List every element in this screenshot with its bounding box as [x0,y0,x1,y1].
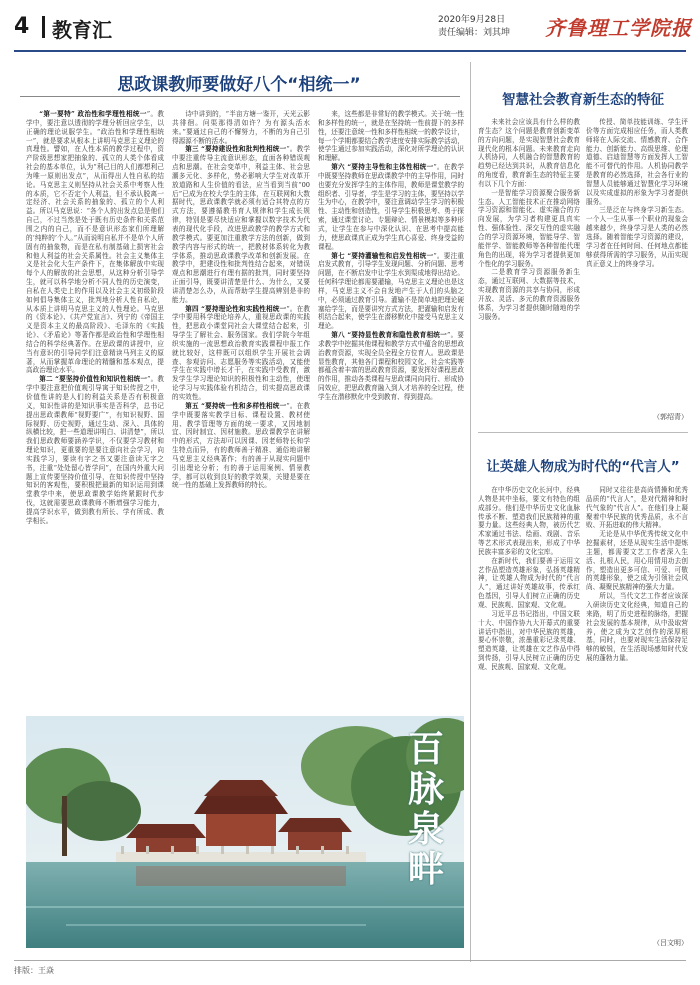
header-meta [438,14,510,40]
article1-column-2: 诗中讲到的，“半亩方塘一鉴开，天光云影共徘徊。问渠那得清如许？为有源头活水来。”要通过自己的不懈努力，不断的为自己引得源源不断的活水。 第三 “要持建设性和批判性相统一”。教学中要注重传导主流意识形态，直面各种错误观点和思潮。在社会变革中，利益主体、社会思潮多元化、多样化，势必影响大学生对改革开放道路和人生价值的看法，应当看到当前“00后”已成为在校大学生的主体，在互联网和大数据时代，思政课教学就必须有适合其特点的方式方法，要遵循教书育人规律和学生成长规律，特别是要尽快适应和掌握以数字技术为代表的现代化手段，改进思政教学的教学方式和教学模式。要更加注重教学方法的创新，做到教学内容与形式的统一，把教材体系转化为教学体系，推动思政课教学改革和创新发展。在教学中，把建设性和批判性结合起来，对错误观点和思潮进行有理有据的批判，同时要坚持正面引导，既要讲清楚是什么、为什么，又要讲清楚怎么办，从而帮助学生提高辨别是非的能力。 第四 “要持理论性和实践性相统一”。在教学中要用科学理论培养人，重视思政课的实践性，把思政小课堂同社会大课堂结合起来，引导学生了解社会、服务国家。我们学院今年组织实施的一流思想政治教育实践课程申报工作就比较好，这样既可以组织学生开展社会调查、参观访问、志愿服务等实践活动，又能使学生在实践中增长才干，在实践中受教育，激发学生学习理论知识的积极性和主动性，使理论学习与实践体验有机结合，切实提高思政课的实效性。 第五 “要持统一性和多样性相统一”。在教学中既要落实教学目标、课程设置、教材使用、教学管理等方面的统一要求，又因地制宜、因时制宜、因材施教。思政课教学在讲解中的形式，方法却可以因课、因老师特长和学生特点而异，有的教师善于精准、通俗地讲解马克思主义经典著作；有的善于从现实问题中引出理论分析；有的善于运用案例、情景教学，都可以收到良好的教学效果，关键是要在统一性的基础上发挥教师的特长。 [172,110,310,490]
column-divider [470,62,471,962]
page-header [0,0,700,62]
article2-column-1: 未来社会应该具有什么样的教育生态？这个问题是教育创新变革的方向问题，是实现智慧社会教育现代化的根本问题。未来教育走向人机协同，人机融合的智慧教育的趋势已经达到共识，从教育信息化的角度看，教育新生态的特征主要有以下几个方面： 一是智能学习资源聚合服务新生态。人工智能技术正在推动网络学习资源和智能化、虚实融合的方向发展，为学习者构建更具真实性、强体验性、深交互性的虚实融合的学习资源环境，智能导学、智能伴学、智能教师等各种智能代理角色的出现，将为学习者提供更加个性化的学习服务。 二是教育学习资源服务新生态，通过互联网、大数据等技术，实现教育资源的共享与协同，形成开放、灵活、多元的教育资源服务体系，为学习者提供随时随地的学习服务。 [478,118,580,321]
article1-column-3: 来，这些都是非常好的教学模式。关于统一性和多样性的统一，就是在坚持统一性前提下的多样性，还要注意统一性和多样性相统一的教学设计，每一个学期都要结合教学进度安排实际教学活动，使学生通过参加实践活动，深化对所学理论的认识和理解。 第六 “要持主导性和主体性相统一”。在教学中既要坚持教师在思政课教学中的主导作用，同时也要充分发挥学生的主体作用，教师是课堂教学的组织者、引导者，学生是学习的主体，要坚持以学生为中心，在教学中，要注意调动学生学习的积极性、主动性和创造性，引导学生积极思考、勇于探索，通过课堂讨论、专题辩论、情景模拟等多种形式，让学生在参与中深化认识、在思考中提高能力，使思政课真正成为学生真心喜爱、终身受益的课程。 第七 “要持灌输性和启发性相统一”。要注重启发式教育，引导学生发现问题、分析问题、思考问题，在不断启发中让学生水到渠成地得出结论。任何科学理论都需要灌输，马克思主义理论也是这样，马克思主义不会自发地产生于人们的头脑之中，必须通过教育引导。灌输不是简单地把理论硬塞给学生，而是要讲究方式方法，把灌输和启发有机结合起来，使学生在潜移默化中接受马克思主义理论。 第八 “要持显性教育和隐性教育相统一”。要求教学中挖掘其他课程和教学方式中蕴含的思想政治教育资源，实现全员全程全方位育人。思政课是显性教育，其他各门课程和校园文化、社会实践等都蕴含着丰富的思政教育资源，要发挥好课程思政的作用，推动各类课程与思政课同向同行、形成协同效应，把思政教育融入到人才培养的全过程，使学生在潜移默化中受到教育、得到提高。 [318,110,464,401]
page-number: 4 [14,14,30,39]
article-title-heroes: 让英雄人物成为时代的“代言人” [486,459,680,475]
article2-column-2: 传授、简单技能训练、学生评价等方面完成相应任务，而人类教师将在人际交流、情感教育、合作能力、创新能力、高级思维、伦理道德、启迪智慧等方面发挥人工智能不可替代的作用。人机协同教学是教育的必然选择，社会各行业的智慧人员能够通过智慧化学习环境以及实成虚拟的形象为学习者提供服务。 三是泛在与终身学习新生态。一个人一生从事一个职业的现象会越来越少，终身学习是人类的必然选择。随着智能学习资源的建设，学习者在任何时间、任何地点都能够获得所需的学习服务，从而实现真正意义上的终身学习。 [586,118,688,268]
photo-caption-vertical: 百脉泉畔 [407,729,444,890]
article3-author: （吕文明） [653,939,688,947]
article-divider [478,432,688,433]
section-title: 教育汇 [52,18,112,42]
editor-credit: 责任编辑：刘其坤 [438,28,511,38]
title-underline [20,96,460,97]
layout-credit: 排版：王焱 [14,966,54,975]
article1-column-1: “第一要特” 政治性和学理性相统一”。教学中，要注意以透彻的学理分析回应学生，以正确的理论说服学生。“政治性和学理性相统一”，就是要求从根本上讲明马克思主义理论的真理性。譬如，在人性本质的教学过程中，资产阶级思想家把抽象的、孤立的人类个体看成社会的基本单位，认为“利己目的人们都想利己为唯一原则出发点”，从而得出人性自私的结论。马克思主义则坚持从社会关系中考察人性的本质，它不否定个人利益，但不承认脱离一定经济、社会关系的抽象的、孤立的个人利益。所以马克思说：“各个人的出发点总是他们自己，不过当然是处于既有历史条件和关系范围之内的自己，而不是意识形态家们所理解的‘纯粹的’个人。”从而说明自私并不是单个人所固有的抽象物，而是在私有制基础上损害社会和他人利益的社会关系属性。社会主义集体主义是社会化大生产条件下，在集体解放中实现每个人的解放的社会思想，从这种分析引导学生，就可以科学地分析不同人性的历史演变，自私在人类史上的作用以及社会主义初级阶段如何倡导集体主义，批判地分析人性自私论，从本质上讲明马克思主义的人性理论。马克思的《资本论》、《共产党宣言》、列宁的《帝国主义是资本主义的最高阶段》、毛泽东的《实践论》、《矛盾论》等著作都是政治性和学理性相结合的科学经典著作。在思政课的讲授中，应当有意识的引导同学们注意精读马列主义的原著，从而掌握革命理论的精髓和基本观点，提高政治理论水平。 第二 “要坚持价值性和知识性相统一”。教学中要注意把价值观引导寓于知识传授之中，价值性讲的是人们的利益关系是否有积极意义，知识性讲的是知识事实是否科学，总书记提出思政课教师“视野要广”，有知识视野、国际视野、历史视野，通过生动、深入、具体的纵横比较，把一些道理讲明白、讲清楚”，所以我们思政教师要涵养学识，不仅要学习教材和理论知识，更重要的是要注意向社会学习，向实践学习，要读有字之书又要注意读无字之书，注重“处处留心皆学问”，在国内外重大问题上宣传要坚持价值引导，在知识传授中坚持知识的客观性，要积极把最新的知识运用到课堂教学中来，使思政课教学始终紧跟时代步伐，这就需要思政课教师不断增强学习能力，提高学识水平，做到教有所长、学有所成、教学相长。 [26,110,164,525]
header-rule [14,50,686,52]
spring-photo [26,716,464,948]
article2-author: （郭绍青） [653,413,688,421]
article3-column-2: 同时又往往是高尚情操和优秀品质的“代言人”，是对代精神和时代气象的“代言人”。在他们身上凝聚着中华民族的优秀品质，永不言败、开拓进取的伟大精神。 无论是从中华优秀传统文化中挖掘素材，还是从现实生活中提炼主题，都需要文艺工作者深入生活、扎根人民，用心用情用功去创作，塑造出更多可信、可爱、可敬的英雄形象，使之成为引领社会风尚、凝聚民族精神的强大力量。 所以，当代文艺工作者应该深入研读历史文化经典，知道自己的来路，明了历史进程的脉络，把握社会发展的基本规律，从中汲取营养，使之成为文艺创作的深厚根基，同时，也要对现实生活保持足够的敏锐，在生活现场感知时代发展的蓬勃力量。 [586,486,688,663]
issue-date: 2020年9月28日 [438,15,506,25]
footer-rule [14,960,686,961]
header-divider [42,16,45,38]
article-title-ideological: 思政课教师要做好八个“相统一” [117,75,361,95]
newspaper-masthead: 齐鲁理工学院报 [545,16,692,40]
article-title-smart-education: 智慧社会教育新生态的特征 [502,92,664,108]
article3-column-1: 在中华历史文化长河中，经典人物是其中坐标，要文有特色的组成部分。他们是中华历史文化血脉传承不断、塑造我们民族精神的重要力量。这些经典人物，被历代艺术家通过书法、绘画、戏剧、音乐等艺术形式表现出来，形成了中华民族丰富多彩的文化宝库。 在新时代，我们要善于运用文艺作品塑造英雄形象，弘扬英雄精神，让英雄人物成为时代的“代言人”，通过讲好英雄故事，传承红色基因，引导人们树立正确的历史观、民族观、国家观、文化观。 习近平总书记指出，中国文联十大、中国作协九大开幕式的重要讲话中指出，对中华民族的英雄，要心怀崇敬，浓墨重彩记录英雄、塑造英雄，让英雄在文艺作品中得到传扬，引导人民树立正确的历史观、民族观、国家观、文化观。 [478,486,580,671]
